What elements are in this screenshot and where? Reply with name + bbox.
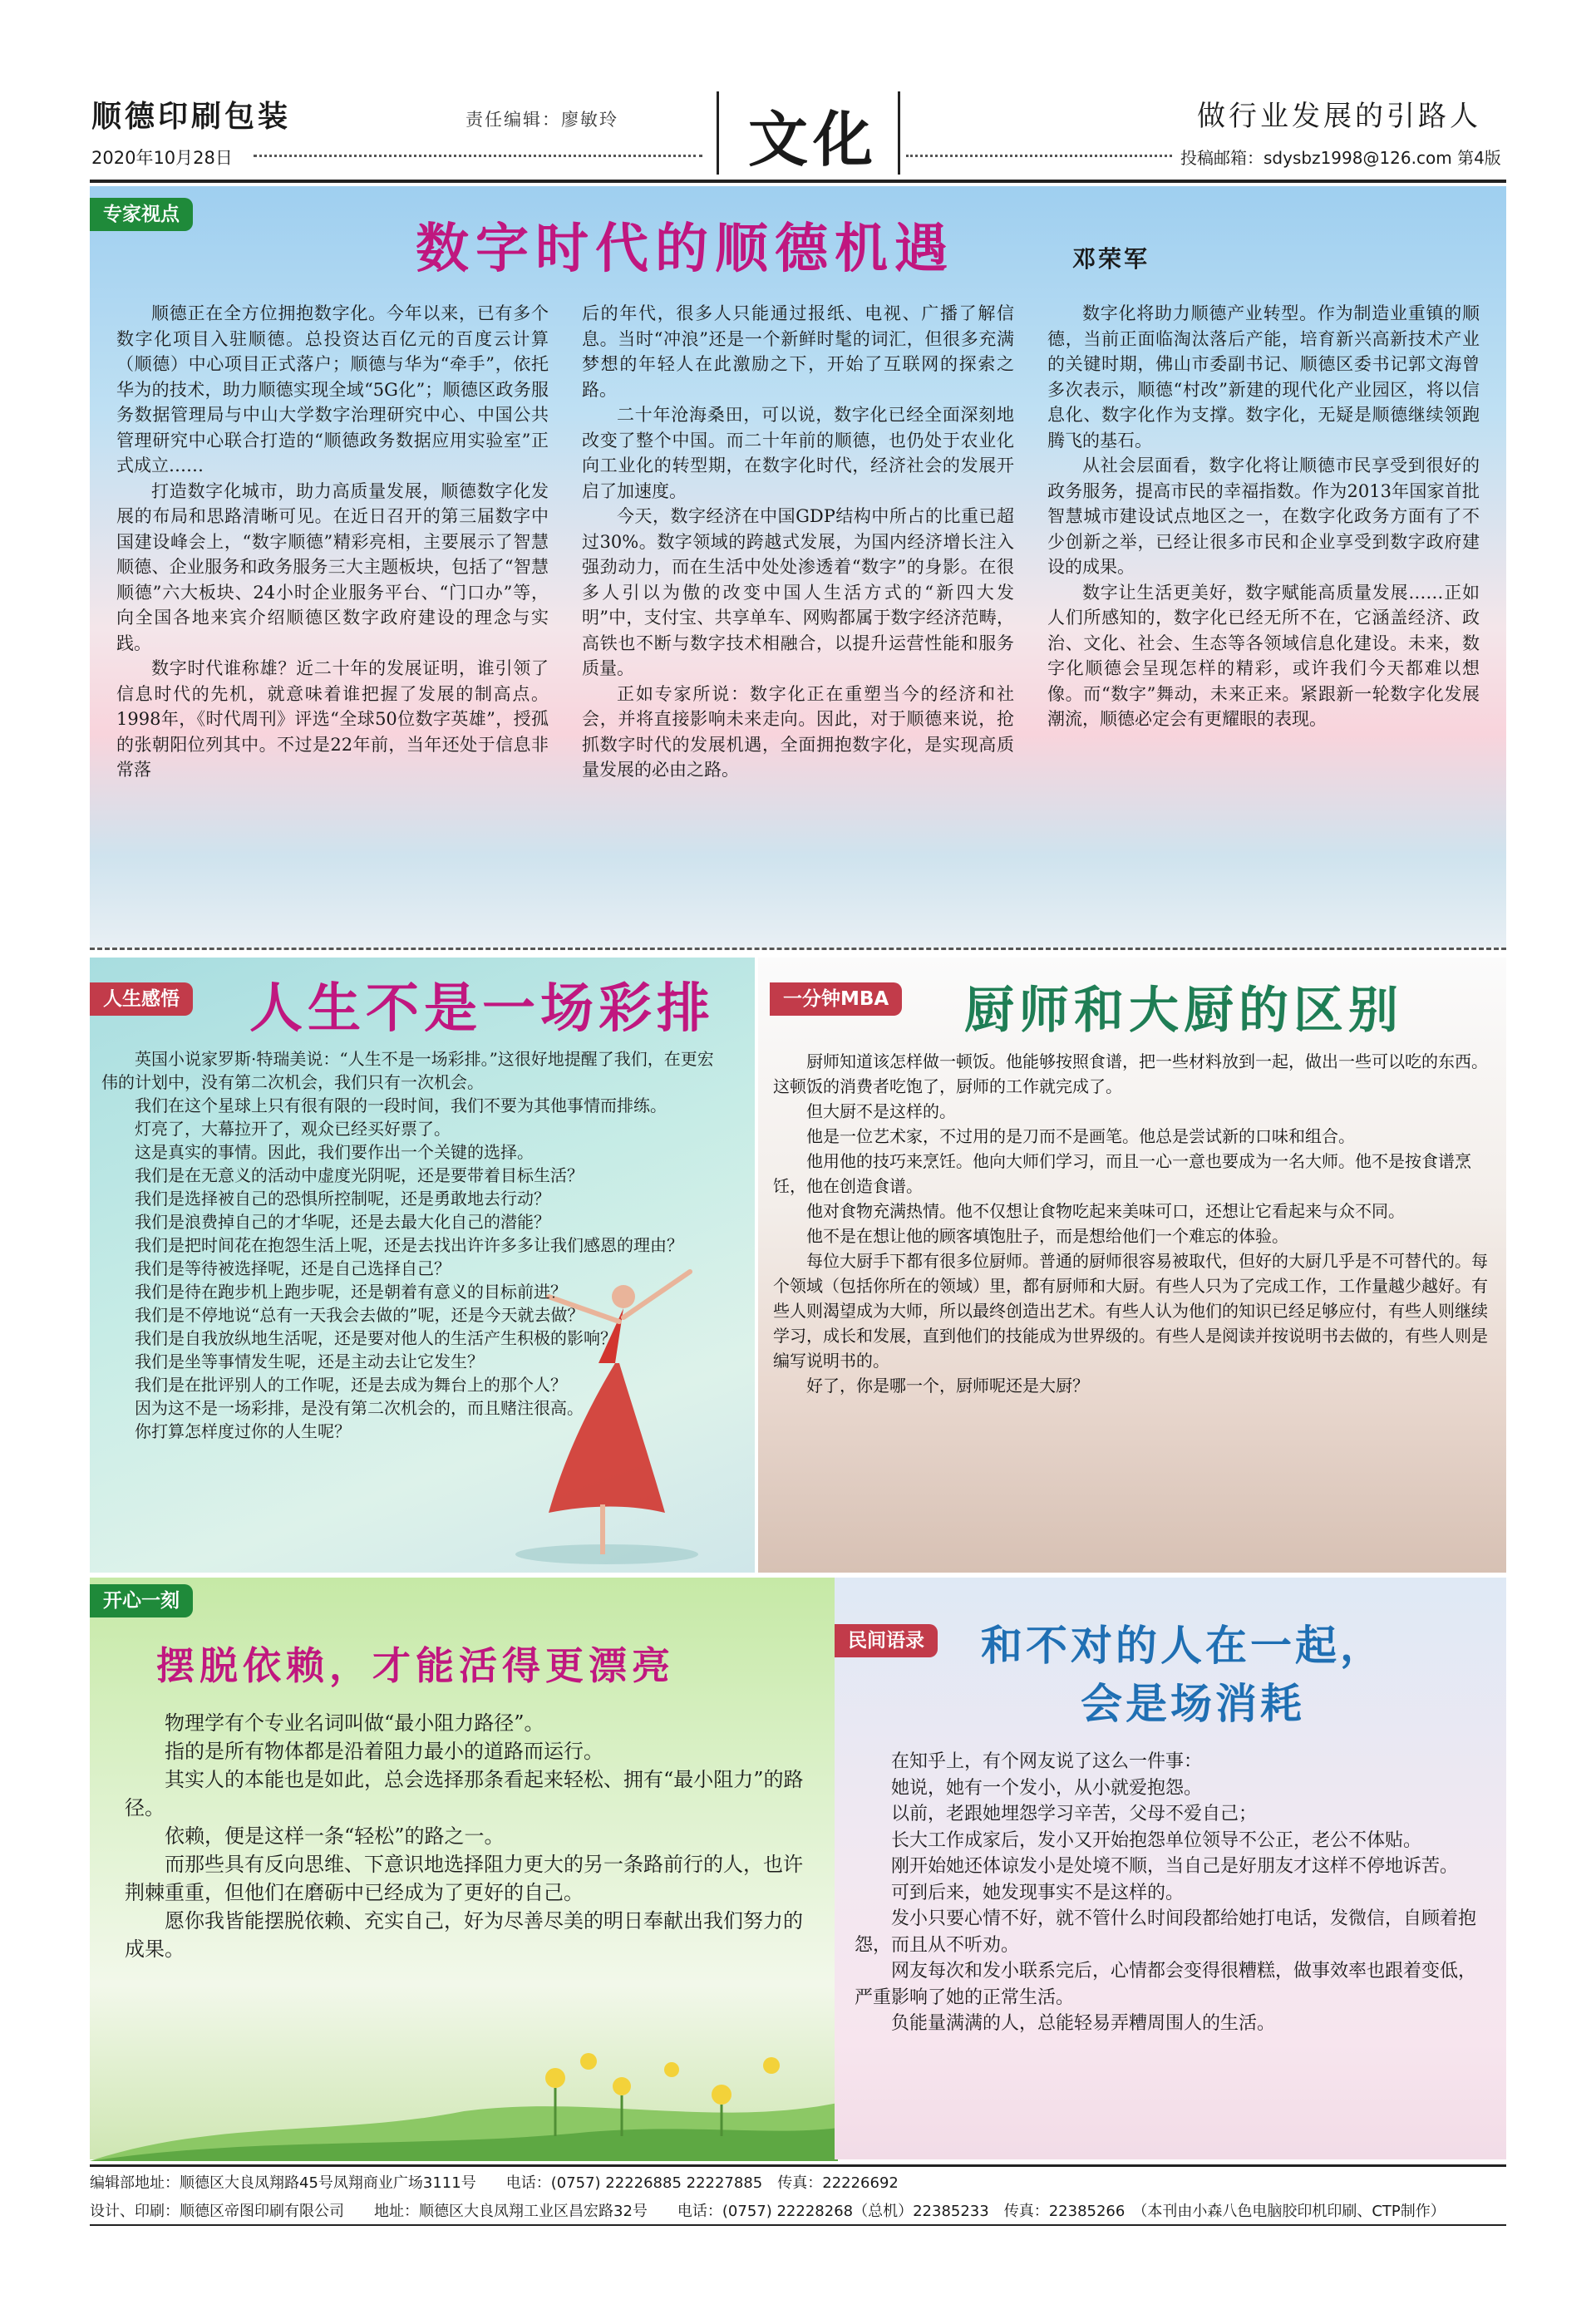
life-paragraph: 我们是在批评别人的工作呢，还是去成为舞台上的那个人？ bbox=[135, 1375, 567, 1395]
life-paragraph: 我们是等待被选择呢，还是自己选择自己？ bbox=[135, 1258, 451, 1278]
expert-article-title: 数字时代的顺德机遇 bbox=[416, 219, 954, 280]
happy-paragraph: 愿你我皆能摆脱依赖、充实自己，好为尽善尽美的明日奉献出我们努力的成果。 bbox=[125, 1909, 803, 1961]
footer-editorial-address: 编辑部地址：顺德区大良凤翔路45号凤翔商业广场3111号 电话：(0757) 22226885 22227885 传真：22226692 bbox=[90, 2174, 899, 2192]
folk-paragraph: 以前，老跟她埋怨学习辛苦，父母不爱自己； bbox=[891, 1804, 1258, 1824]
life-paragraph: 我们是坐等事情发生呢，还是主动去让它发生？ bbox=[135, 1352, 484, 1371]
mba-paragraph: 他不是在想让他的顾客填饱肚子，而是想给他们一个难忘的体验。 bbox=[806, 1226, 1288, 1246]
happy-paragraph: 依赖，便是这样一条“轻松”的路之一。 bbox=[165, 1824, 505, 1848]
masthead-dotted-rule-left bbox=[254, 155, 702, 157]
mba-paragraph: 他对食物充满热情。他不仅想让食物吃起来美味可口，还想让它看起来与众不同。 bbox=[806, 1201, 1405, 1221]
mba-article-body bbox=[773, 1049, 1488, 1398]
folk-paragraph: 长大工作成家后，发小又开始抱怨单位领导不公正，老公不体贴。 bbox=[891, 1829, 1422, 1851]
editor-credit: 责任编辑：廖敏玲 bbox=[466, 110, 618, 130]
folk-paragraph: 她说，她有一个发小，从小就爱抱怨。 bbox=[891, 1777, 1203, 1799]
mba-paragraph: 每位大厨手下都有很多位厨师。普通的厨师很容易被取代，但好的大厨几乎是不可替代的。每个领域（包括你所在的领域）里，都有厨师和大厨。有些人只为了完成工作，工作量越少越好。有些人则渴望成为大师，所以最终创造出艺术。有些人认为他们的知识已经足够应付，有些人则继续学习，成长和发展，直到他们的技能成为世界级的。有些人是阅读并按说明书去做的，有些人则是编写说明书的。 bbox=[773, 1251, 1488, 1371]
issue-date: 2020年10月28日 bbox=[91, 148, 233, 168]
folk-article-body bbox=[855, 1749, 1486, 2037]
footer-bottom-rule bbox=[90, 2224, 1506, 2226]
life-paragraph: 我们在这个星球上只有很有限的一段时间，我们不要为其他事情而排练。 bbox=[135, 1095, 667, 1115]
expert-column-2 bbox=[582, 301, 1014, 783]
paper-slogan: 做行业发展的引路人 bbox=[1197, 100, 1481, 133]
expert-paragraph: 数字让生活更美好，数字赋能高质量发展……正如人们所感知的，数字化已经无所不在，它涵盖经济、政治、文化、社会、生态等各领域信息化建设。未来，数字化顺德会呈现怎样的精彩，或许我们今天都难以想像。而“数字”舞动，未来正来。紧跟新一轮数字化发展潮流，顺德必定会有更耀眼的表现。 bbox=[1047, 582, 1480, 729]
expert-paragraph: 数字时代谁称雄？近二十年的发展证明，谁引领了信息时代的先机，就意味着谁把握了发展的制高点。1998年，《时代周刊》评选“全球50位数字英雄”，授孤的张朝阳位列其中。不过是22年前，当年还处于信息非常落 bbox=[116, 658, 549, 780]
masthead-dotted-rule-right bbox=[906, 155, 1172, 157]
mba-paragraph: 他是一位艺术家，不过用的是刀而不是画笔。他总是尝试新的口味和组合。 bbox=[806, 1126, 1355, 1146]
contact-and-page: 投稿邮箱：sdysbz1998@126.com 第4版 bbox=[1180, 148, 1501, 168]
happy-paragraph: 而那些具有反向思维、下意识地选择阻力更大的另一条路前行的人，也许荆棘重重，但他们在磨砺中已经成为了更好的自己。 bbox=[125, 1853, 803, 1904]
section-frame-right bbox=[898, 91, 900, 175]
paper-name: 顺德印刷包装 bbox=[91, 100, 292, 134]
folk-tag: 民间语录 bbox=[835, 1624, 938, 1657]
folk-paragraph: 在知乎上，有个网友说了这么一件事： bbox=[891, 1751, 1203, 1772]
mba-paragraph: 但大厨不是这样的。 bbox=[806, 1101, 956, 1121]
expert-paragraph: 数字化将助力顺德产业转型。作为制造业重镇的顺德，当前正面临淘汰落后产能，培育新兴高新技术产业的关键时期，佛山市委副书记、顺德区委书记郭文海曾多次表示，顺德“村改”新建的现代化产业园区，将以信息化、数字化作为支撑。数字化，无疑是顺德继续领跑腾飞的基石。 bbox=[1047, 303, 1480, 451]
life-paragraph: 我们是在无意义的活动中虚度光阴呢，还是要带着目标生活？ bbox=[135, 1165, 584, 1185]
expert-paragraph: 正如专家所说：数字化正在重塑当今的经济和社会，并将直接影响未来走向。因此，对于顺德来说，抢抓数字时代的发展机遇，全面拥抱数字化，是实现高质量发展的必由之路。 bbox=[582, 683, 1014, 780]
life-paragraph: 我们是自我放纵地生活呢，还是要对他人的生活产生积极的影响？ bbox=[135, 1328, 617, 1348]
expert-paragraph: 今天，数字经济在中国GDP结构中所占的比重已超过30%。数字领域的跨越式发展，为国内经济增长注入强劲动力，而在生活中处处渗透着“数字”的身影。在很多人引以为傲的改变中国人生活方式的“新四大发明”中，支付宝、共享单车、网购都属于数字经济范畴，高铁也不断与数字技术相融合，以提升运营性能和服务质量。 bbox=[582, 506, 1014, 678]
masthead-rule bbox=[90, 180, 1506, 183]
life-paragraph: 我们是浪费掉自己的才华呢，还是去最大化自己的潜能？ bbox=[135, 1212, 550, 1232]
expert-column-3 bbox=[1047, 301, 1480, 732]
expert-tag: 专家视点 bbox=[90, 198, 193, 231]
mba-tag: 一分钟MBA bbox=[770, 982, 902, 1016]
folk-paragraph: 可到后来，她发现事实不是这样的。 bbox=[891, 1882, 1185, 1903]
section-title: 文化 bbox=[747, 104, 878, 175]
mba-paragraph: 好了，你是哪一个，厨师呢还是大厨？ bbox=[806, 1376, 1089, 1396]
expert-column-1 bbox=[116, 301, 549, 783]
life-paragraph: 我们是不停地说“总有一天我会去做的”呢，还是今天就去做？ bbox=[135, 1305, 584, 1325]
life-paragraph: 我们是待在跑步机上跑步呢，还是朝着有意义的目标前进？ bbox=[135, 1282, 567, 1302]
life-article-title: 人生不是一场彩排 bbox=[249, 978, 715, 1040]
life-paragraph: 英国小说家罗斯·特瑞美说：“人生不是一场彩排。”这很好地提醒了我们，在更宏伟的计划中，没有第二次机会，我们只有一次机会。 bbox=[101, 1049, 714, 1092]
folk-paragraph: 刚开始她还体谅发小是处境不顺，当自己是好朋友才这样不停地诉苦。 bbox=[891, 1856, 1459, 1877]
life-paragraph: 你打算怎样度过你的人生呢？ bbox=[135, 1421, 351, 1441]
life-article-body bbox=[101, 1047, 725, 1443]
flower-grass-illustration bbox=[90, 2028, 838, 2161]
happy-article-title: 摆脱依赖，才能活得更漂亮 bbox=[156, 1643, 675, 1688]
expert-paragraph: 二十年沧海桑田，可以说，数字化已经全面深刻地改变了整个中国。而二十年前的顺德，也仍处于农业化向工业化的转型期，在数字化时代，经济社会的发展开启了加速度。 bbox=[582, 405, 1014, 501]
happy-paragraph: 其实人的本能也是如此，总会选择那条看起来轻松、拥有“最小阻力”的路径。 bbox=[125, 1768, 804, 1819]
folk-paragraph: 网友每次和发小联系完后，心情都会变得很糟糕，做事效率也跟着变低，严重影响了她的正常生活。 bbox=[855, 1961, 1477, 2008]
life-paragraph: 因为这不是一场彩排，是没有第二次机会的，而且赌注很高。 bbox=[135, 1398, 584, 1418]
folk-paragraph: 负能量满满的人，总能轻易弄糟周围人的生活。 bbox=[891, 2013, 1276, 2034]
expert-article-author: 邓荣军 bbox=[1072, 245, 1150, 273]
footer-printer-info: 设计、印刷：顺德区帝图印刷有限公司 地址：顺德区大良凤翔工业区昌宏路32号 电话：(0757) 22228268（总机）22385233 传真：22385266 （本刊由小森八色电脑胶印机印刷、CTP制作） bbox=[90, 2203, 1446, 2220]
happy-tag: 开心一刻 bbox=[90, 1584, 193, 1617]
life-tag: 人生感悟 bbox=[90, 982, 193, 1016]
happy-paragraph: 指的是所有物体都是沿着阻力最小的道路而运行。 bbox=[165, 1740, 603, 1763]
expert-paragraph: 顺德正在全方位拥抱数字化。今年以来，已有多个数字化项目入驻顺德。总投资达百亿元的百度云计算（顺德）中心项目正式落户；顺德与华为“牵手”，依托华为的技术，助力顺德实现全域“5G化”；顺德区政务服务数据管理局与中山大学数字治理研究中心、中国公共管理研究中心联合打造的“顺德政务数据应用实验室”正式成立…… bbox=[116, 303, 549, 475]
life-paragraph: 我们是选择被自己的恐惧所控制呢，还是勇敢地去行动？ bbox=[135, 1189, 550, 1209]
life-paragraph: 我们是把时间花在抱怨生活上呢，还是去找出许许多多让我们感恩的理由？ bbox=[135, 1235, 683, 1255]
folk-article-title-line1: 和不对的人在一起， bbox=[981, 1622, 1385, 1670]
happy-article-body bbox=[125, 1709, 806, 1963]
section-frame-left bbox=[717, 91, 719, 175]
expert-paragraph: 从社会层面看，数字化将让顺德市民享受到很好的政务服务，提高市民的幸福指数。作为2013年国家首批智慧城市建设试点地区之一，在数字化政务方面有了不少创新之举，已经让很多市民和企业享受到数字政府建设的成果。 bbox=[1047, 455, 1480, 577]
mba-paragraph: 他用他的技巧来烹饪。他向大师们学习，而且一心一意也要成为一名大师。他不是按食谱烹饪，他在创造食谱。 bbox=[773, 1151, 1471, 1196]
mba-article-title: 厨师和大厨的区别 bbox=[964, 982, 1403, 1040]
happy-paragraph: 物理学有个专业名词叫做“最小阻力路径”。 bbox=[165, 1711, 544, 1735]
life-paragraph: 这是真实的事情。因此，我们要作出一个关键的选择。 bbox=[135, 1142, 534, 1162]
expert-paragraph: 后的年代，很多人只能通过报纸、电视、广播了解信息。当时“冲浪”还是一个新鲜时髦的词汇，但很多充满梦想的年轻人在此激励之下，开始了互联网的探索之路。 bbox=[582, 303, 1014, 400]
expert-paragraph: 打造数字化城市，助力高质量发展，顺德数字化发展的布局和思路清晰可见。在近日召开的第三届数字中国建设峰会上，“数字顺德”精彩亮相，主要展示了智慧顺德、企业服务和政务服务三大主题板块，包括了“智慧顺德”六大板块、24小时企业服务平台、“门口办”等，向全国各地来宾介绍顺德区数字政府建设的理念与实践。 bbox=[116, 480, 549, 653]
mba-paragraph: 厨师知道该怎样做一顿饭。他能够按照食谱，把一些材料放到一起，做出一些可以吃的东西。这顿饭的消费者吃饱了，厨师的工作就完成了。 bbox=[773, 1051, 1488, 1096]
life-paragraph: 灯亮了，大幕拉开了，观众已经买好票了。 bbox=[135, 1119, 451, 1139]
folk-article-title-line2: 会是场消耗 bbox=[1081, 1680, 1305, 1728]
section-divider bbox=[90, 948, 1506, 950]
folk-paragraph: 发小只要心情不好，就不管什么时间段都给她打电话，发微信，自顾着抱怨，而且从不听劝。 bbox=[855, 1908, 1477, 1956]
footer-rule bbox=[90, 2164, 1506, 2167]
